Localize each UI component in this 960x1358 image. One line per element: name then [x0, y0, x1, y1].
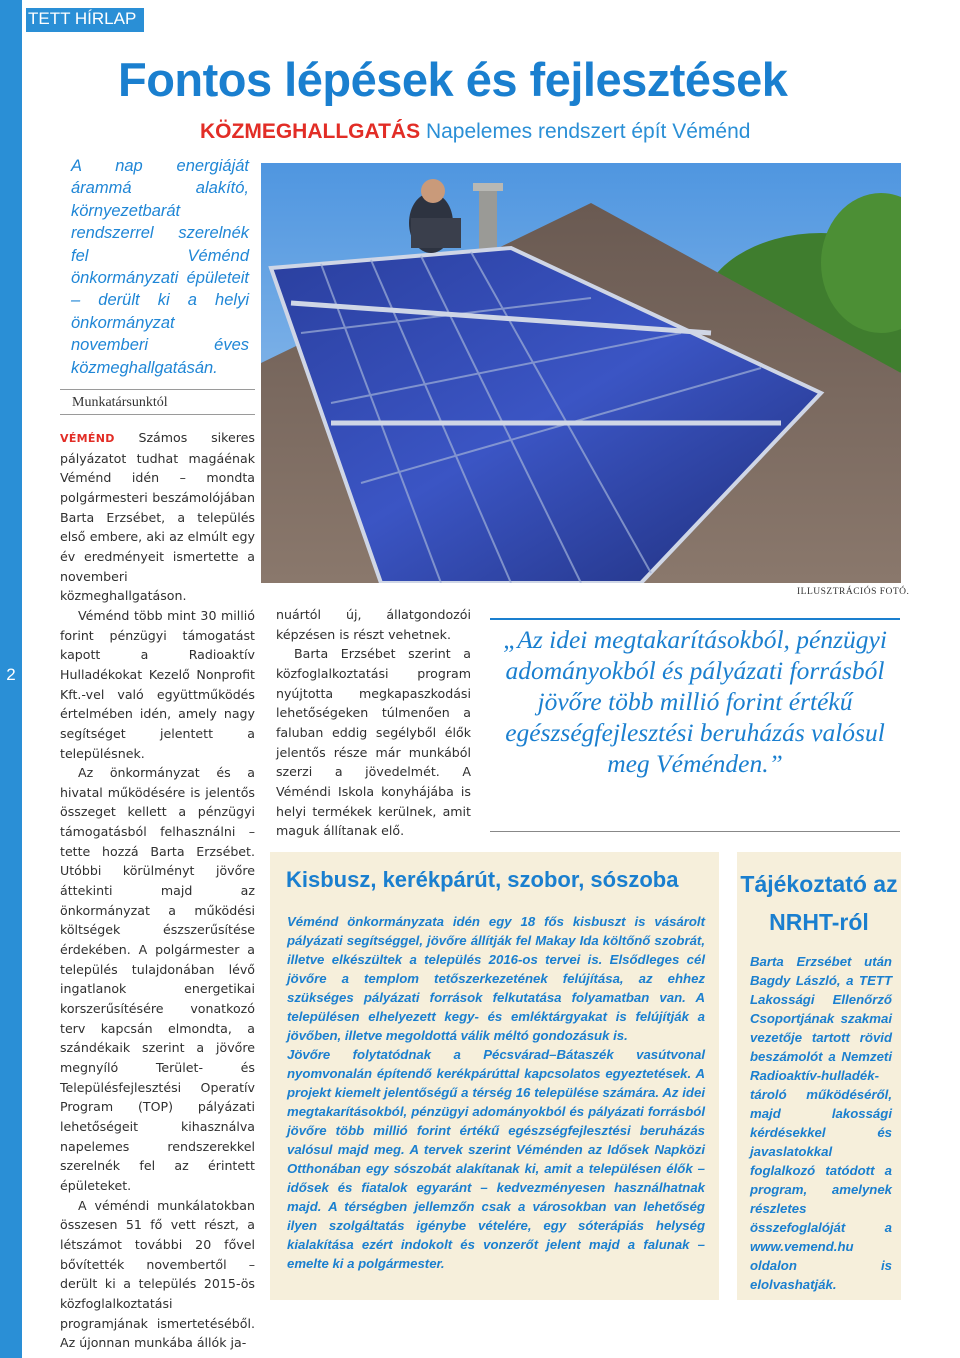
box-title: Kisbusz, kerékpárút, szobor, sószoba	[286, 867, 679, 892]
headline: Fontos lépések és fejlesztések	[118, 53, 788, 106]
box-paragraph: Véménd önkormányzata idén egy 18 fős kisbuszt is vásárolt pályázati segítséggel, jövőre állítják fel Makay Ida költőnő szobrát, illetve elkészültek a település 2016-os tervei is. Elsődleges cél jövőre a templom tetőszerkezetének felújítása, az ehhez szükséges pályázati források felkutatása folyamatban van. A településen elhelyezett kegy- és emléktárgyakat is felújítják a jövőben, illetve megoldottá válik méltó gondozásuk is.	[287, 914, 705, 1043]
subhead	[200, 120, 750, 144]
sidebar-box-kisbusz	[270, 852, 719, 1300]
subhead-text: Napelemes rendszert épít Véménd	[425, 120, 751, 143]
article-paragraph: A véméndi munkálatokban összesen 51 fő vett részt, a létszámot további 20 fővel bővítették novembertől – derült ki a település 2015-ös közfoglalkoztatási programjának ismertetéséből. Az újonnan munkába állók ja-	[60, 1197, 255, 1351]
article-paragraph: Barta Erzsébet szerint a közfoglalkoztatási program nyújtotta megkapaszkodási lehetőségeken túlmenően a faluban eddig segélyből élők jelentős része már munkából szerzi a jövedelmét. A Véméndi Iskola konyhájába is helyi termékek kerülnek, amit maguk állítanak elő.	[276, 646, 471, 839]
section-label: TETT HÍRLAP	[26, 8, 144, 32]
article-paragraph: Az önkormányzat és a hivatal működésére is jelentős összeget kellett a pénzügyi támogatásból felhasználni – tette hozzá Barta Erzsébet. Utóbbi körülményt jövőre áttekinti majd az önkormányzat a működési költségek észszerűsítése érdekében. A polgármester a település tulajdonában lévő ingatlanok energetikai korszerűsítésére vonatkozó terv kapcsán elmondta, a szándékaik szerint a jövőre megnyíló Terület- és Településfejlesztési Operatív Program (TOP) pályázati lehetőségeit kihasználva napelemes rendszerekkel szerelnék fel az érintett épületeket.	[60, 765, 255, 1193]
article-paragraph: VÉMÉND Számos sikeres pályázatot tudhat magáénak Véménd idén – mondta polgármesteri beszámolójában Barta Erzsébet, a település első embere, aki az elmúlt egy év eredményeit ismertette a novemberi közmeghallgatáson.	[60, 430, 255, 604]
box-body: Barta Erzsébet után Bagdy László, a TETT Lakossági Ellenőrző Csoportjának szakmai vezetője tartott rövid beszámolót a Nemzeti Radioaktív-hulladék-tároló működéséről, majd lakossági kérdésekkel és javaslatokkal foglalkozó tatódott a program, amelynek részletes összefoglalóját a www.vemend.hu oldalon is elolvashatják.	[750, 954, 892, 1292]
article-paragraph: Véménd több mint 30 millió forint pénzügyi támogatást kapott a Radioaktív Hulladékokat Kezelő Nonprofit Kft.-vel való együttműködés értelmében idén, amely nagy segítséget jelentett a településnek.	[60, 607, 255, 761]
box-title: Tájékoztató az NRHT-ról	[740, 871, 898, 935]
article-column-1	[60, 428, 255, 1353]
sidebar-box-nrht	[737, 852, 901, 1300]
box-paragraph: Jövőre folytatódnak a Pécsvárad–Bátaszék vasútvonal nyomvonalán építendő kerékpárúttal kapcsolatos egyeztetések. A projekt kiemelt jelentőségű a térség 16 települése számára. Az idei megtakarításokból, pénzügyi adományokból és pályázati forrásból jövőre több millió forint értékű egészségfejlesztési beruházás valósul majd meg. A tervek szerint Véménden az Idősek Napközi Otthonában egy sószobát alakítanak ki, amit a településen élők – idősek és fiatalok egyaránt – kedvezményesen használhatnak majd. A térségben jellemzőn csak a városokban van lehetőség ilyen szolgáltatás igénybe vételére, egy sóterápiás helység kialakítása ezért indokolt és vonzerőt jelent majd a falunak – emelte ki a polgármester.	[287, 1047, 705, 1271]
pull-quote: „Az idei megtakarításokból, pénzügyi adományokból és pályázati forrásból jövőre több millió forint értékű egészségfejlesztési beruházás valósul meg Véménden.”	[490, 618, 900, 832]
box-body	[287, 912, 705, 1273]
lead-paragraph: A nap energiáját árammá alakító, környezetbarát rendszerrel szerelnék fel Véménd önkormányzati épületeit – derült ki a helyi önkormányzat novemberi éves közmeghallgatásán.	[71, 157, 249, 377]
article-column-2	[276, 605, 471, 841]
page-number: 2	[6, 665, 16, 684]
solar-panel-photo	[261, 163, 901, 583]
article-paragraph: nuártól új, állatgondozói képzésen is részt vehetnek.	[276, 607, 471, 642]
byline: Munkatársunktól	[60, 389, 255, 415]
subhead-tag: KÖZMEGHALLGATÁS	[200, 120, 421, 143]
dateline-place: VÉMÉND	[60, 432, 115, 445]
photo-credit: ILLUSZTRÁCIÓS FOTÓ.	[797, 587, 910, 597]
